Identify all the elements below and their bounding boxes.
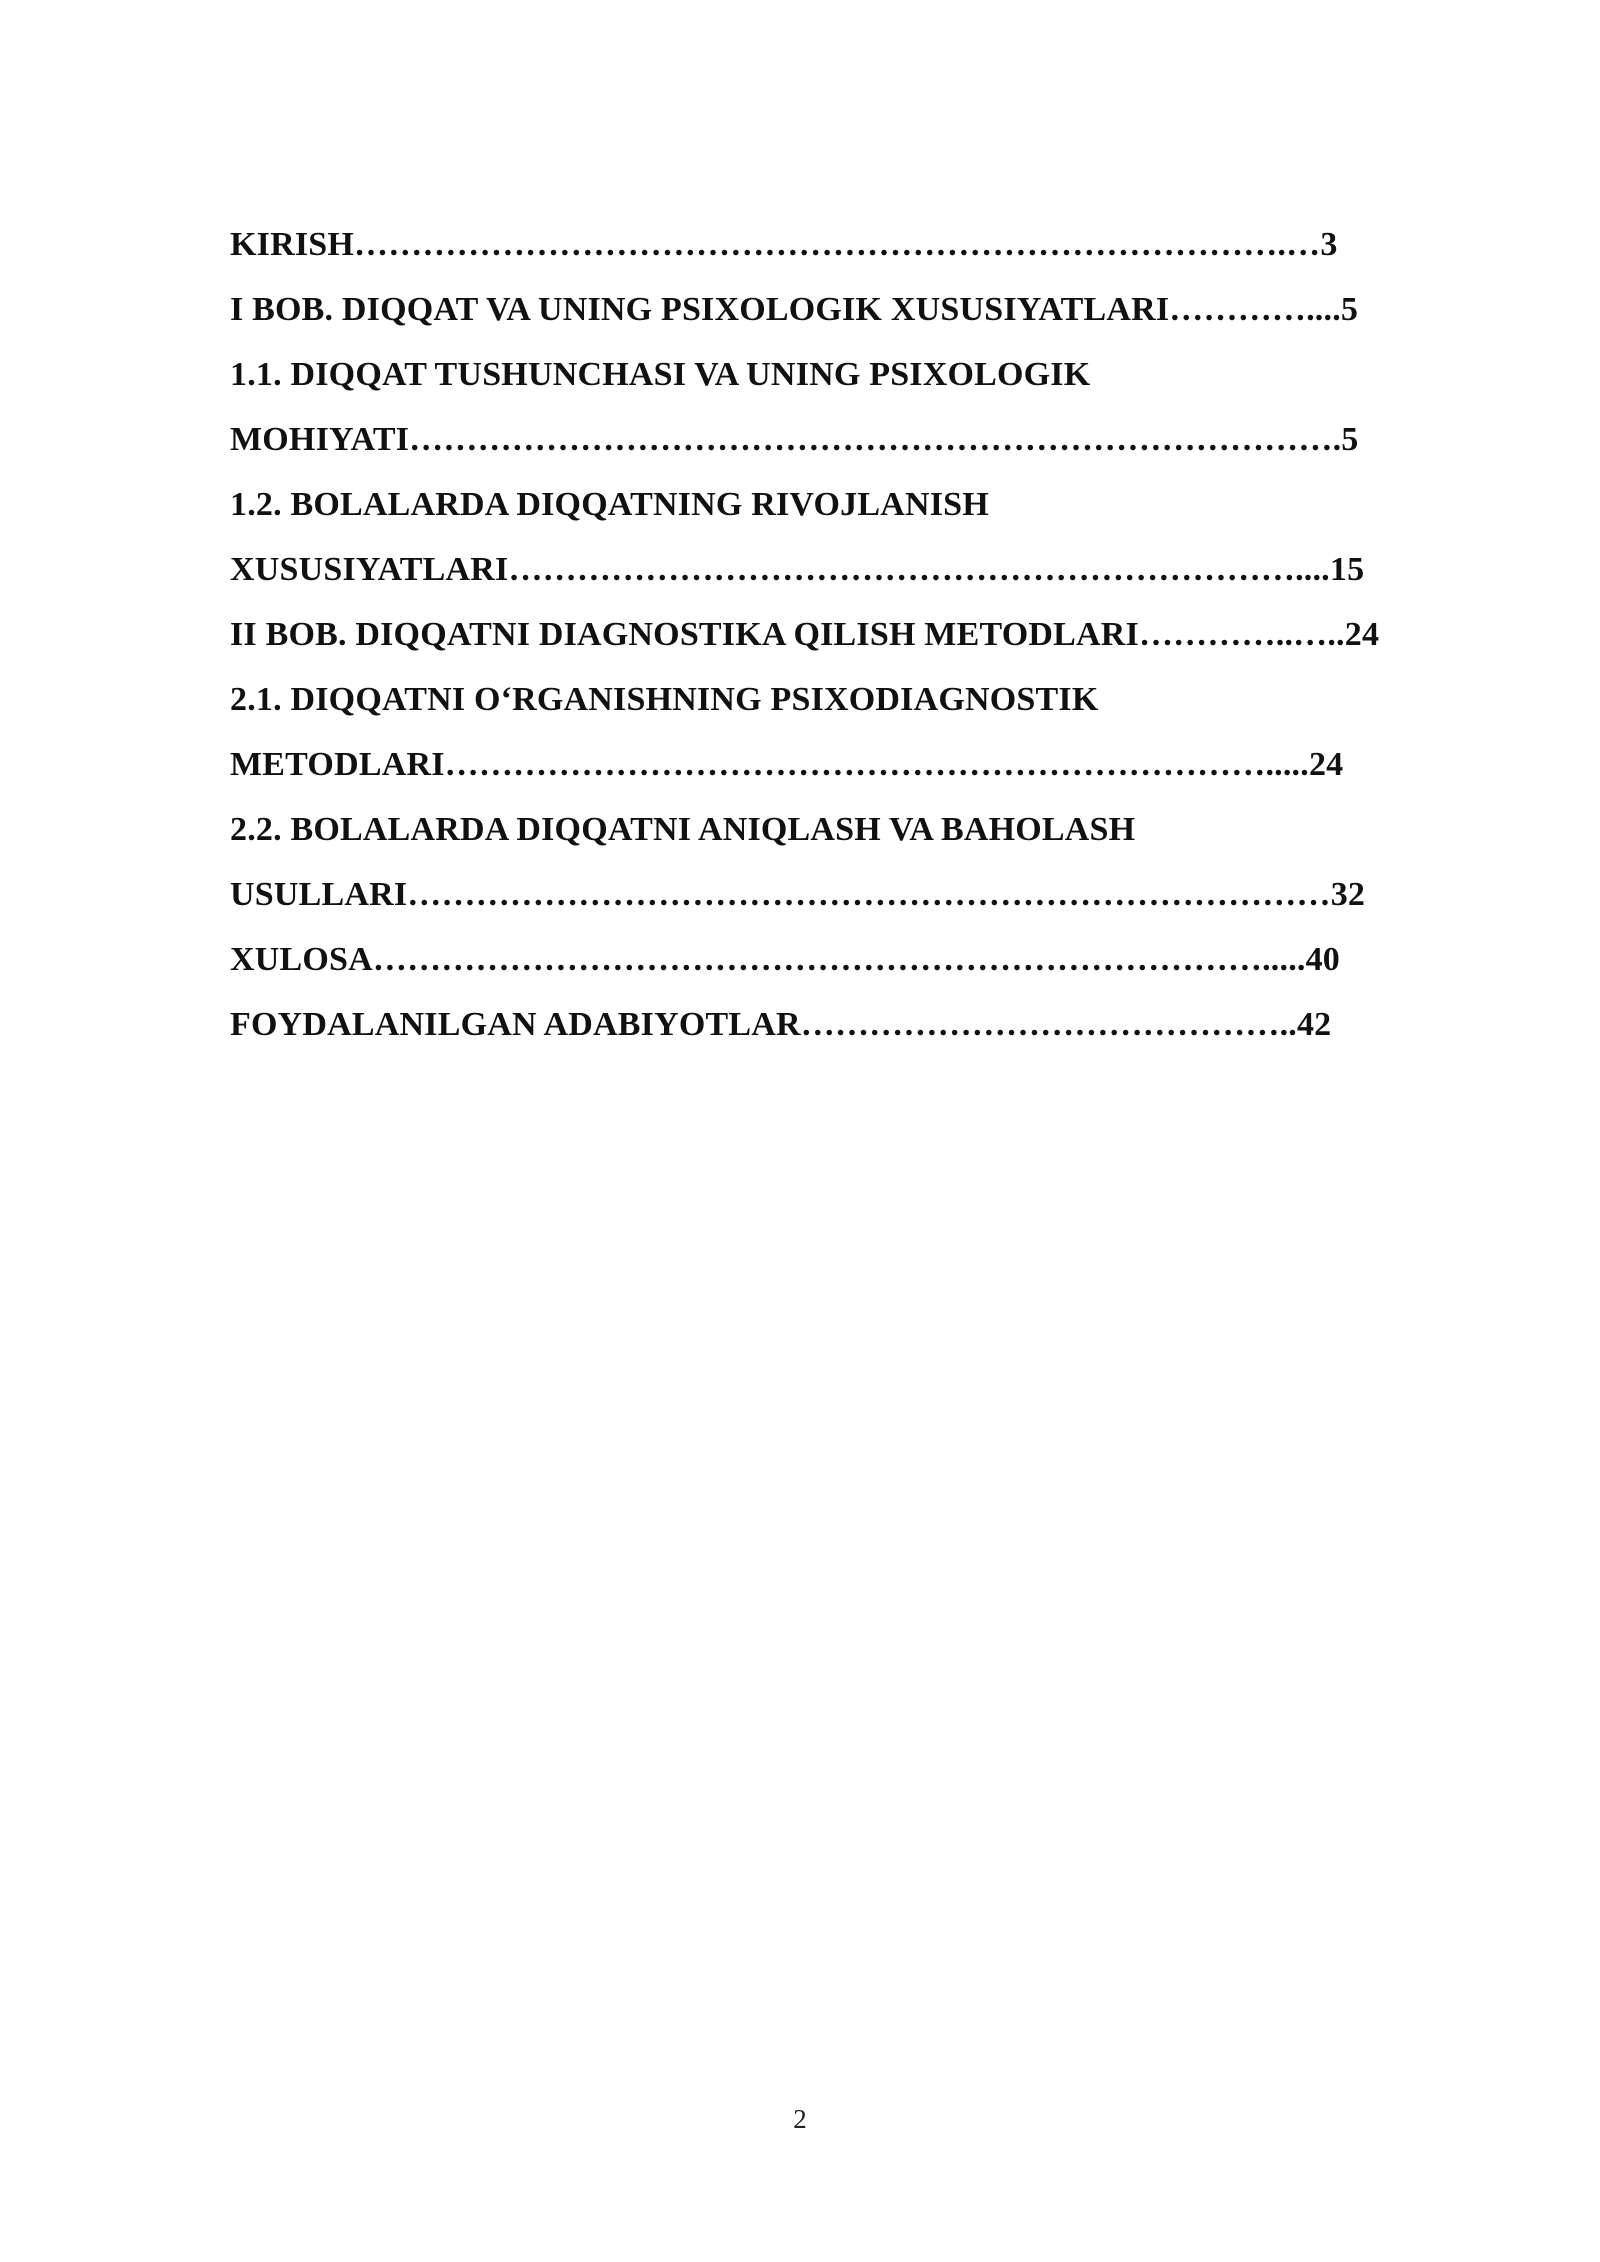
toc-entry-section-2-1: 2.1. DIQQATNI O‘RGANISHNING PSIXODIAGNOSTIK <box>230 681 1099 718</box>
toc-entry-section-2-1-continued: METODLARI……………………………………………………………….....24 <box>230 746 1344 783</box>
toc-entry-section-1-1: 1.1. DIQQAT TUSHUNCHASI VA UNING PSIXOLOGIK <box>230 356 1091 393</box>
toc-entry-section-2-2: 2.2. BOLALARDA DIQQATNI ANIQLASH VA BAHOLASH <box>230 811 1136 848</box>
toc-entry-foydalanilgan-adabiyotlar: FOYDALANILGAN ADABIYOTLAR……………………………………..42 <box>230 1006 1332 1043</box>
toc-entry-section-1-2: 1.2. BOLALARDA DIQQATNING RIVOJLANISH <box>230 486 989 523</box>
toc-entry-chapter-2: II BOB. DIQQATNI DIAGNOSTIKA QILISH METODLARI…………..…..24 <box>230 616 1380 653</box>
toc-entry-xulosa: XULOSA…………………………………………………………………….....40 <box>230 941 1340 978</box>
toc-entry-section-1-1-continued: MOHIYATI……………………………………………………………………….5 <box>230 421 1359 458</box>
toc-entry-kirish: KIRISH……………………………………………………………………….…3 <box>230 226 1338 263</box>
toc-entry-chapter-1: I BOB. DIQQAT VA UNING PSIXOLOGIK XUSUSIYATLARI…………....5 <box>230 291 1359 328</box>
toc-entry-section-1-2-continued: XUSUSIYATLARI……………………………………………………………....15 <box>230 551 1365 588</box>
table-of-contents <box>230 212 1498 1057</box>
toc-entry-section-2-2-continued: USULLARI………………………………………………………………………32 <box>230 876 1366 913</box>
page-number: 2 <box>793 2104 807 2134</box>
